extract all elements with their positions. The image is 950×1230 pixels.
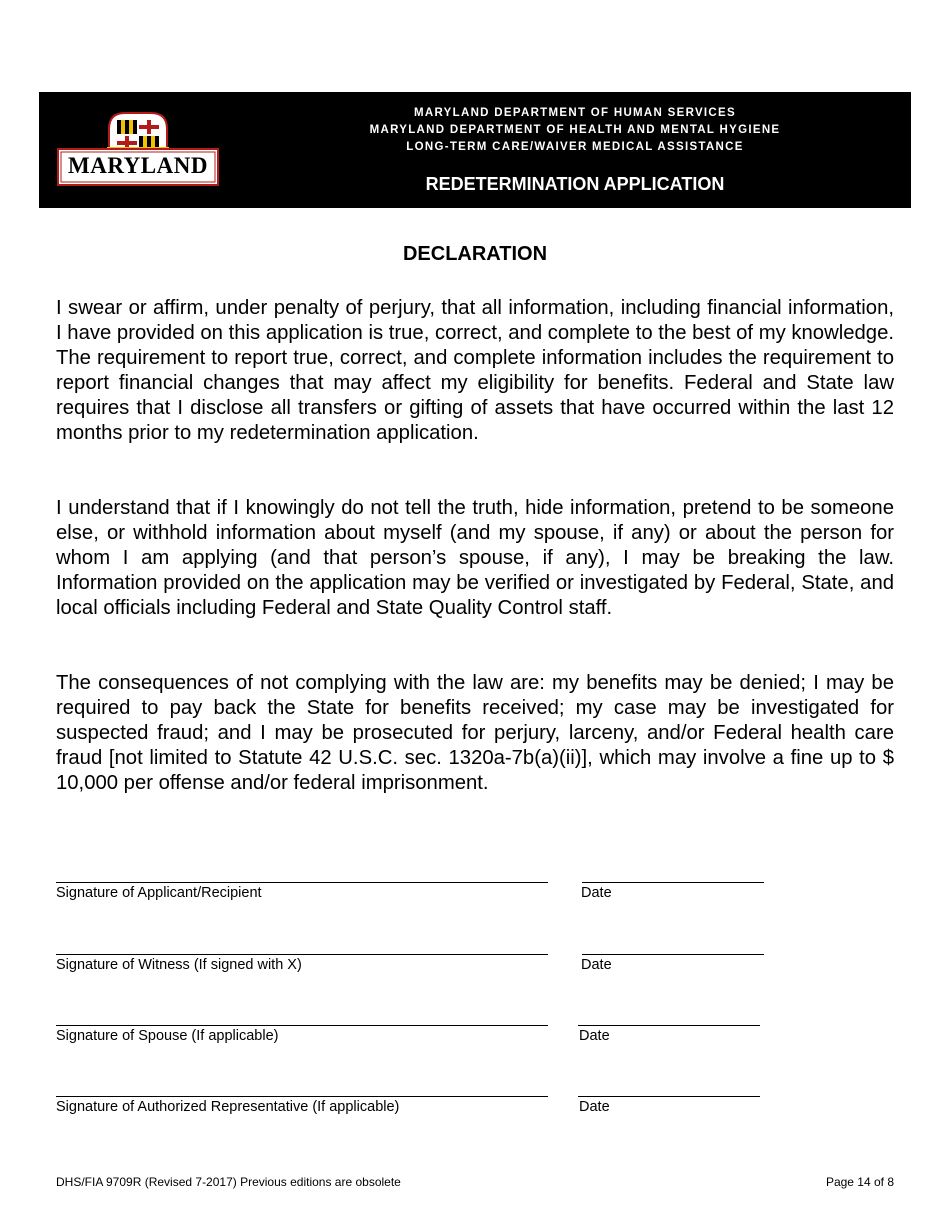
spouse-signature-label: Signature of Spouse (If applicable) [56,1028,279,1044]
spouse-date-line[interactable] [578,1025,760,1026]
header-banner [39,92,911,208]
footer-form-id: DHS/FIA 9709R (Revised 7-2017) Previous editions are obsolete [56,1175,401,1189]
representative-signature-line[interactable] [56,1096,548,1097]
agency-line: MARYLAND DEPARTMENT OF HEALTH AND MENTAL HYGIENE [369,124,781,136]
declaration-paragraph: I swear or affirm, under penalty of perjury, that all information, including financial information, I have provided on this application is true, correct, and complete to the best of my knowledge. The requirement to report true, correct, and complete information includes the requirement to report financial changes that may affect my eligibility for benefits. Federal and State law requires that I disclose all transfers or gifting of assets that have occurred within the last 12 months prior to my redetermination application. [56,297,894,444]
applicant-signature-line[interactable] [56,882,548,883]
agency-list [339,105,811,156]
logo-text: MARYLAND [68,153,208,178]
maryland-logo [57,111,219,187]
applicant-date-line[interactable] [582,882,764,883]
representative-signature-label: Signature of Authorized Representative (If applicable) [56,1099,400,1115]
declaration-paragraph: I understand that if I knowingly do not tell the truth, hide information, pretend to be someone else, or withhold information about myself (and my spouse, if any) or about the person for whom I am applying (and that person’s spouse, if any), I may be breaking the law. Information provided on the application may be verified or investigated by Federal, State, and local officials including Federal and State Quality Control staff. [56,497,894,619]
footer-page-number: Page 14 of 8 [825,1175,894,1189]
applicant-signature-label: Signature of Applicant/Recipient [56,885,262,901]
agency-line: MARYLAND DEPARTMENT OF HUMAN SERVICES [414,107,736,119]
declaration-title: DECLARATION [402,243,548,265]
declaration-paragraph: The consequences of not complying with the law are: my benefits may be denied; I may be required to pay back the State for benefits received; my case may be investigated for suspected fraud; and I may be prosecuted for perjury, larceny, and/or Federal health care fraud [not limited to Statute 42 U.S.C. sec. 1320a-7b(a)(ii)], which may involve a fine up to $ 10,000 per offense and/or federal imprisonment. [56,672,894,794]
agency-line: LONG-TERM CARE/WAIVER MEDICAL ASSISTANCE [406,141,744,153]
witness-date-line[interactable] [582,954,764,955]
form-title: REDETERMINATION APPLICATION [425,174,725,194]
representative-date-line[interactable] [578,1096,760,1097]
witness-signature-line[interactable] [56,954,548,955]
spouse-date-label: Date [579,1028,610,1044]
spouse-signature-line[interactable] [56,1025,548,1026]
witness-signature-label: Signature of Witness (If signed with X) [56,957,302,973]
applicant-date-label: Date [581,885,612,901]
representative-date-label: Date [579,1099,610,1115]
witness-date-label: Date [581,957,612,973]
